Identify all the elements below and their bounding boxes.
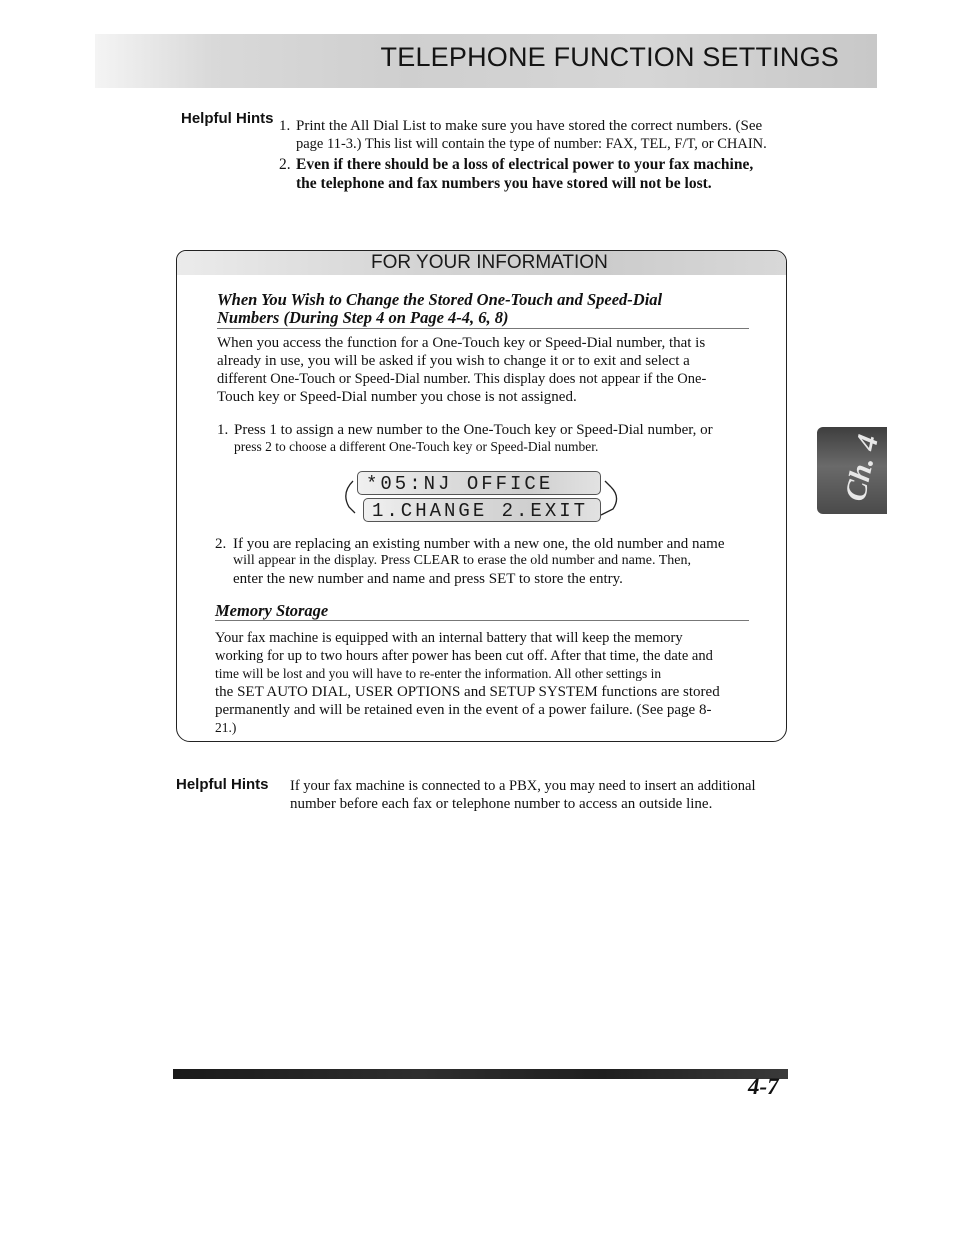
step-number: 1. — [217, 422, 229, 438]
section-heading: When You Wish to Change the Stored One-Touch and Speed-Dial — [217, 290, 663, 309]
step-line: Press 1 to assign a new number to the One-Touch key or Speed-Dial number, or — [234, 422, 713, 438]
lcd-display — [339, 467, 629, 527]
paragraph-line: time will be lost and you will have to re-enter the information. All other settings in — [215, 666, 662, 681]
section-heading: Memory Storage — [215, 601, 329, 620]
hint-line: If your fax machine is connected to a PBX, you may need to insert an additional — [290, 778, 756, 794]
hint-line: Even if there should be a loss of electrical power to your fax machine, — [296, 156, 754, 173]
chapter-label: Ch. 4 — [838, 431, 885, 504]
helpful-hints-label: Helpful Hints — [176, 776, 269, 793]
step-2 — [215, 535, 760, 591]
info-box-header — [177, 251, 786, 275]
paragraph-line: 21.) — [215, 720, 237, 735]
hint-line: Print the All Dial List to make sure you have stored the correct numbers. (See — [296, 118, 763, 134]
info-box — [176, 250, 787, 742]
paragraph-line: the SET AUTO DIAL, USER OPTIONS and SETUP SYSTEM functions are stored — [215, 684, 720, 700]
footer-bar — [173, 1069, 788, 1079]
page-number: 4-7 — [748, 1074, 779, 1099]
lcd-line-2: 1.CHANGE 2.EXIT — [363, 498, 601, 522]
chapter-tab — [817, 427, 887, 514]
paragraph-line: already in use, you will be asked if you wish to change it or to exit and select a — [217, 353, 690, 369]
section-paragraph — [217, 334, 757, 406]
hint-number: 2. — [279, 156, 291, 173]
step-line: If you are replacing an existing number with a new one, the old number and name — [233, 536, 725, 552]
paragraph-line: Your fax machine is equipped with an internal battery that will keep the memory — [215, 630, 683, 646]
hint-paragraph — [290, 777, 790, 813]
step-1 — [217, 421, 757, 459]
step-line: press 2 to choose a different One-Touch key or Speed-Dial number. — [234, 439, 599, 454]
helpful-hints-label: Helpful Hints — [181, 110, 274, 127]
paragraph-line: Touch key or Speed-Dial number you chose is not assigned. — [217, 389, 577, 405]
paragraph-line: permanently and will be retained even in the event of a power failure. (See page 8- — [215, 702, 712, 718]
step-number: 2. — [215, 536, 227, 552]
info-box-title: FOR YOUR INFORMATION — [371, 252, 608, 273]
paragraph-line: different One-Touch or Speed-Dial number. This display does not appear if the One- — [217, 371, 707, 387]
page-title: TELEPHONE FUNCTION SETTINGS — [380, 42, 839, 72]
section-heading: Numbers (During Step 4 on Page 4-4, 6, 8) — [217, 308, 509, 327]
step-line: will appear in the display. Press CLEAR to erase the old number and name. Then, — [233, 553, 692, 568]
hint-line: number before each fax or telephone number to access an outside line. — [290, 796, 713, 812]
paragraph-line: working for up to two hours after power has been cut off. After that time, the date and — [215, 648, 713, 664]
hint-line: the telephone and fax numbers you have stored will not be lost. — [296, 175, 712, 192]
hint-number: 1. — [279, 118, 291, 134]
paragraph-line: When you access the function for a One-Touch key or Speed-Dial number, that is — [217, 335, 706, 351]
hint-item-2 — [279, 156, 799, 196]
lcd-line-1: *05:NJ OFFICE — [357, 471, 601, 495]
section-rule — [217, 328, 749, 329]
header-banner — [95, 34, 877, 88]
section-paragraph — [215, 629, 760, 737]
section-rule — [215, 620, 749, 621]
hint-item-1 — [279, 117, 799, 155]
step-line: enter the new number and name and press SET to store the entry. — [233, 571, 623, 587]
hint-line: page 11-3.) This list will contain the type of number: FAX, TEL, F/T, or CHAIN. — [296, 136, 767, 152]
